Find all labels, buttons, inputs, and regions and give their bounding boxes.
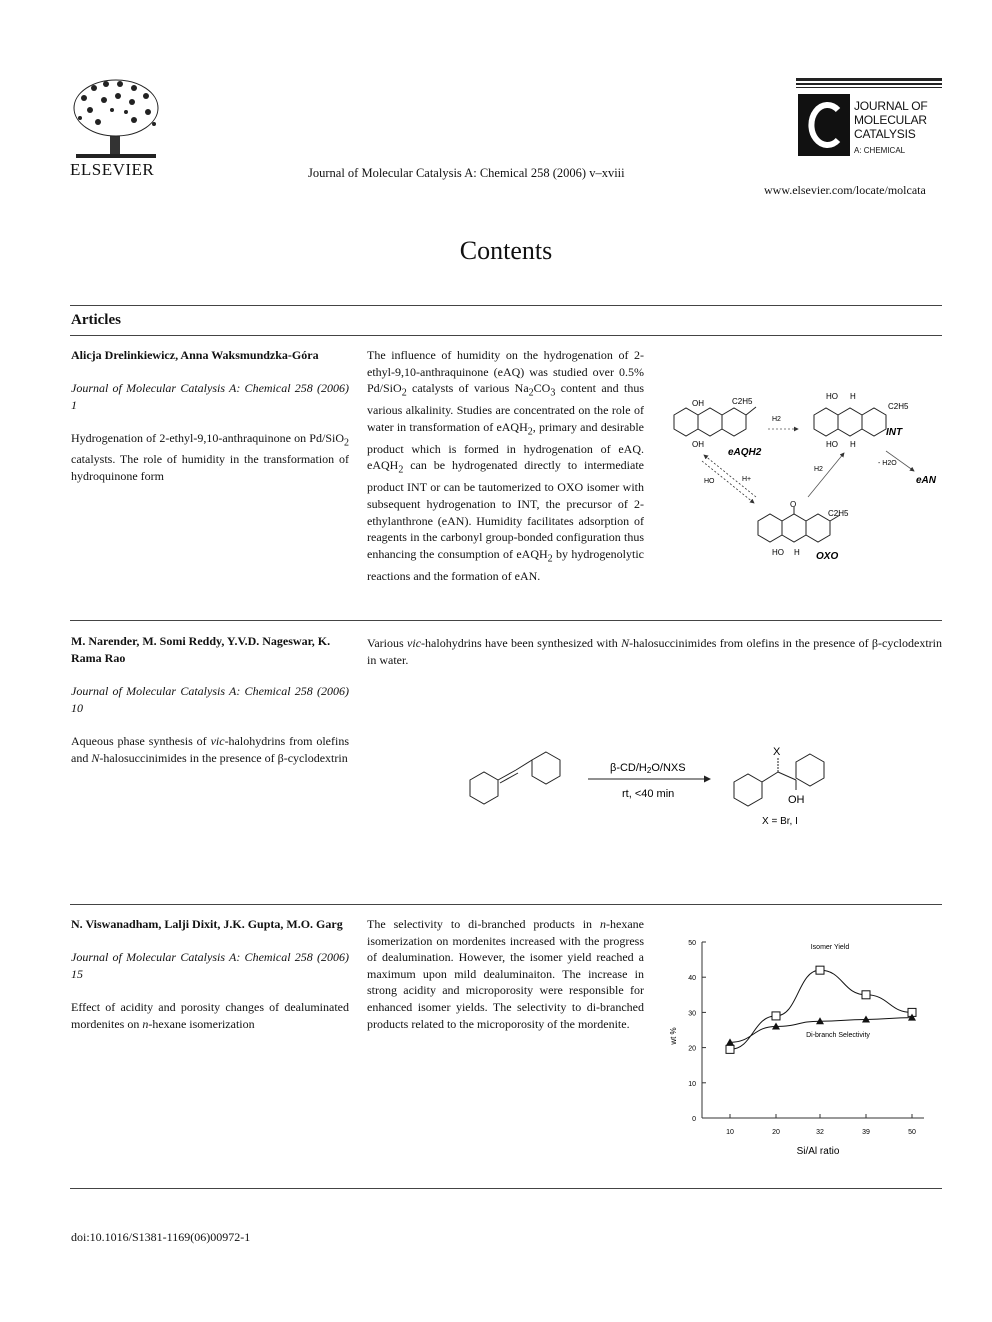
article-title[interactable]: Hydrogenation of 2-ethyl-9,10-anthraquinone on Pd/SiO$_2$ catalysts. The role of humidity in the transformation of hydroquinone form (71, 431, 349, 484)
journal-url[interactable]: www.elsevier.com/locate/molcata (764, 183, 926, 197)
article-abstract: The influence of humidity on the hydrogenation of 2-ethyl-9,10-anthraquinone (eAQ) was studied over 0.5% Pd/SiO$_2$ catalysts of various $Na_2CO_3$ content and thus various alkalinity. Studies are concentrated on the role of water in transformation of eAQH$_2$, primary and desirable product which is formed in hydrogenation of eAQ. eAQH$_2$ can be hydrogenated directly to intermediate product INT or can be tautomerized to OXO isomer with subsequent hydrogenation to INT, the precursor of 2-ethylanthrone (eAN). Humidity facilitates adsorption of reagents in the carbonyl group-bonded configuration thus enhancing the consumption of eAQH$_2$ by hydrogenolytic reactions and the formation of eAN. (367, 348, 644, 583)
halohydrin-structure (734, 754, 824, 806)
x-tick-label: 50 (908, 1129, 916, 1136)
x-tick-label: 32 (816, 1129, 824, 1136)
eaqh2-label: eAQH2 (728, 447, 762, 458)
journal-citation-line: Journal of Molecular Catalysis A: Chemical 258 (2006) v–xviii (308, 166, 625, 180)
doi[interactable]: doi:10.1016/S1381-1169(06)00972-1 (71, 1230, 251, 1244)
int-label: INT (886, 427, 903, 438)
article-entry (71, 916, 349, 1033)
article-citation[interactable]: Journal of Molecular Catalysis A: Chemical 258 (2006) 15 (71, 950, 349, 981)
h2-label: H2 (772, 416, 781, 423)
x-tick-label: 39 (862, 1129, 870, 1136)
oh-label: OH (692, 399, 704, 408)
publisher-name: ELSEVIER (70, 160, 155, 179)
elsevier-tree-icon (70, 78, 162, 160)
c2h5-label: C2H5 (828, 509, 849, 518)
article-title[interactable]: Aqueous phase synthesis of vic-halohydrins from olefins and N-halosuccinimides in the presence of β-cyclodextrin (71, 734, 349, 765)
oh-label: OH (788, 794, 805, 806)
eaqh2-structure (674, 407, 756, 436)
journal-c-icon (798, 94, 850, 156)
ho-label: HO (826, 440, 838, 449)
elsevier-logo (70, 78, 162, 178)
oh-label: OH (692, 440, 704, 449)
y-tick-label: 40 (688, 975, 696, 983)
divider (70, 904, 942, 905)
stilbene-structure (470, 752, 560, 804)
section-heading: Articles (71, 312, 121, 328)
article-title[interactable]: Effect of acidity and porosity changes of dealuminated mordenites on n-hexane isomerization (71, 1000, 349, 1031)
int-structure (814, 408, 886, 436)
condition-label: rt, <40 min (622, 788, 675, 800)
reaction-scheme-anthraquinone (660, 385, 942, 570)
c2h5-label: C2H5 (732, 397, 753, 406)
ean-label: eAN (916, 475, 937, 486)
article-entry (71, 633, 349, 767)
journal-logo-line-2: MOLECULAR (854, 113, 927, 127)
x-definition-label: X = Br, I (762, 816, 798, 827)
journal-logo-line-1: JOURNAL OF (854, 99, 928, 113)
y-tick-label: 20 (688, 1045, 696, 1053)
article-citation[interactable]: Journal of Molecular Catalysis A: Chemical 258 (2006) 1 (71, 381, 349, 412)
article-abstract: The selectivity to di-branched products in n-hexane isomerization on mordenites increased with the progress of dealumination. However, the isomer yield reached a maximum upon mild dealuminaiton. The increase in strong acidity and microporosity were responsible for enhanced isomer yields. The selectivity to di-branched products related to the microporosity of the mordenite. (367, 917, 644, 1031)
y-tick-label: 50 (688, 940, 696, 947)
journal-logo-subtitle: A: CHEMICAL (854, 146, 906, 155)
journal-logo-line-3: CATALYSIS (854, 127, 916, 141)
article-citation[interactable]: Journal of Molecular Catalysis A: Chemical 258 (2006) 10 (71, 684, 349, 715)
data-point-square (862, 991, 870, 999)
h-plus-label: H+ (742, 476, 752, 483)
divider (70, 1188, 942, 1189)
y-tick-label: 0 (692, 1116, 696, 1123)
c2h5-label: C2H5 (888, 402, 909, 411)
x-tick-label: 20 (772, 1129, 780, 1136)
h-label: H (850, 440, 856, 449)
y-axis-label: wt % (669, 1027, 678, 1045)
ho-label: HO (704, 478, 715, 485)
journal-logo (796, 78, 942, 168)
y-tick-label: 30 (688, 1010, 696, 1018)
reaction-scheme-halohydrin (460, 740, 860, 830)
article-abstract: Various vic-halohydrins have been synthesized with N-halosuccinimides from olefins in the presence of β-cyclodextrin in water. (367, 636, 943, 667)
minus-h2o-label: - H2O (878, 460, 897, 467)
article-authors: N. Viswanadham, Lalji Dixit, J.K. Gupta, M.O. Garg (71, 917, 343, 931)
data-point-square (726, 1045, 734, 1053)
page-title: Contents (459, 236, 553, 265)
reagent-label: β-CD/H2O/NXS (610, 762, 686, 775)
isomerization-chart (662, 932, 932, 1167)
h2-label: H2 (814, 466, 823, 473)
y-tick-label: 10 (688, 1080, 696, 1088)
x-tick-label: 10 (726, 1129, 734, 1136)
divider (70, 620, 942, 621)
article-authors: Alicja Drelinkiewicz, Anna Waksmundzka-Góra (71, 348, 319, 362)
data-point-square (772, 1012, 780, 1020)
series-label: Di-branch Selectivity (806, 1032, 870, 1040)
divider (70, 305, 942, 306)
divider (70, 335, 942, 336)
data-point-square (816, 966, 824, 974)
ho-label: HO (772, 548, 784, 557)
oxo-label: OXO (816, 551, 839, 562)
h-label: H (794, 548, 800, 557)
article-entry (71, 347, 349, 485)
series-label: Isomer Yield (810, 944, 850, 952)
article-authors: M. Narender, M. Somi Reddy, Y.V.D. Nageswar, K. Rama Rao (71, 634, 331, 665)
x-label: X (773, 746, 781, 758)
x-axis-label: Si/Al ratio (796, 1146, 840, 1157)
ho-label: HO (826, 392, 838, 401)
o-label: O (790, 500, 797, 509)
h-label: H (850, 392, 856, 401)
